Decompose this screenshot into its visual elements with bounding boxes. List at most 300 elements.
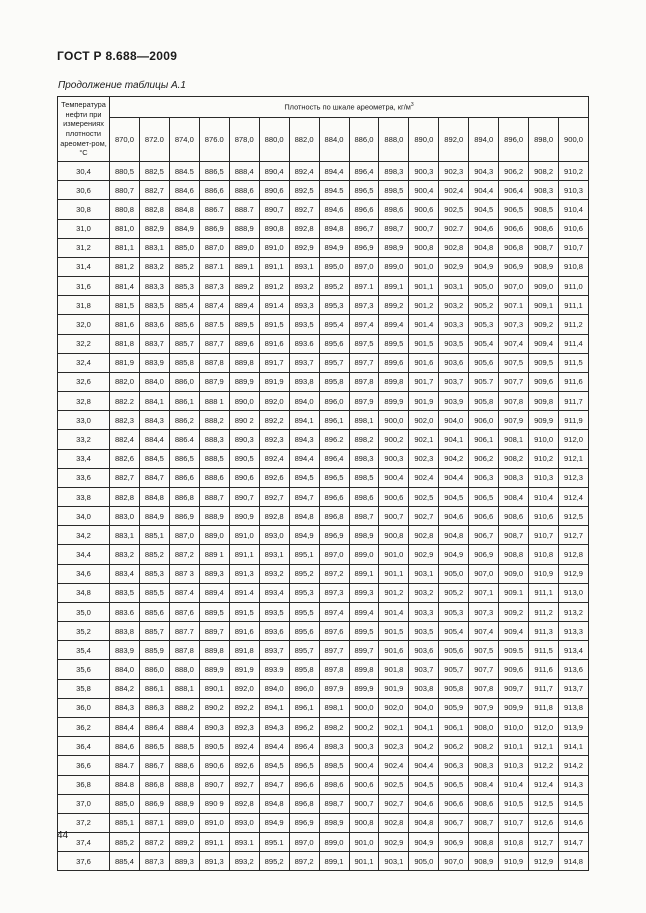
density-cell: 892,5: [289, 181, 319, 200]
density-cell: 912,9: [559, 564, 589, 583]
density-cell: 885,9: [139, 641, 169, 660]
density-cell: 891,9: [229, 660, 259, 679]
density-cell: 902,0: [409, 411, 439, 430]
density-cell: 885,7: [169, 334, 199, 353]
density-column-header: 872.0: [139, 118, 169, 162]
density-cell: 887.1: [199, 257, 229, 276]
density-cell: 899,9: [349, 679, 379, 698]
density-cell: 898,9: [379, 238, 409, 257]
density-cell: 914,7: [559, 833, 589, 852]
density-cell: 910,7: [499, 813, 529, 832]
density-cell: 884,0: [110, 660, 140, 679]
density-cell: 898,5: [319, 756, 349, 775]
density-cell: 897,0: [349, 257, 379, 276]
density-cell: 886,0: [169, 372, 199, 391]
density-cell: 883,5: [110, 583, 140, 602]
density-cell: 890,7: [259, 200, 289, 219]
density-cell: 894,3: [259, 717, 289, 736]
density-cell: 889,5: [199, 602, 229, 621]
density-cell: 902,4: [409, 468, 439, 487]
density-cell: 910,9: [529, 564, 559, 583]
density-cell: 903,7: [409, 660, 439, 679]
temperature-cell: 31,8: [58, 296, 110, 315]
density-cell: 888,4: [229, 162, 259, 181]
table-row: [58, 775, 589, 794]
density-column-header: 880,0: [259, 118, 289, 162]
density-cell: 888,0: [169, 660, 199, 679]
density-cell: 897,0: [319, 545, 349, 564]
density-cell: 909,4: [499, 622, 529, 641]
density-cell: 900,6: [409, 200, 439, 219]
density-cell: 886.4: [169, 430, 199, 449]
density-cell: 896,1: [319, 411, 349, 430]
density-cell: 892,6: [259, 468, 289, 487]
density-cell: 900,6: [349, 775, 379, 794]
density-cell: 909,6: [529, 372, 559, 391]
density-cell: 908,6: [499, 507, 529, 526]
density-column-header: 890,0: [409, 118, 439, 162]
density-column-header: 874,0: [169, 118, 199, 162]
density-cell: 901,5: [379, 622, 409, 641]
density-cell: 908,2: [499, 449, 529, 468]
density-cell: 895,3: [289, 583, 319, 602]
density-cell: 887.4: [169, 583, 199, 602]
density-cell: 891,1: [199, 833, 229, 852]
temperature-cell: 33,6: [58, 468, 110, 487]
density-cell: 911,6: [529, 660, 559, 679]
density-cell: 894,1: [289, 411, 319, 430]
density-cell: 909,6: [499, 660, 529, 679]
density-cell: 893,2: [259, 564, 289, 583]
density-cell: 902.7: [439, 219, 469, 238]
density-cell: 893.1: [229, 833, 259, 852]
density-cell: 886,2: [169, 411, 199, 430]
density-cell: 908,6: [469, 794, 499, 813]
density-cell: 896,4: [349, 162, 379, 181]
density-cell: 909,2: [529, 315, 559, 334]
table-row: [58, 564, 589, 583]
density-cell: 908,4: [469, 775, 499, 794]
density-cell: 887 3: [169, 564, 199, 583]
density-cell: 887,7: [199, 334, 229, 353]
density-cell: 912,0: [559, 430, 589, 449]
density-cell: 889,3: [169, 852, 199, 871]
density-cell: 903,3: [409, 602, 439, 621]
density-cell: 891.4: [259, 296, 289, 315]
density-cell: 897,9: [349, 392, 379, 411]
density-cell: 907,0: [469, 564, 499, 583]
temperature-cell: 33,8: [58, 487, 110, 506]
density-cell: 884.7: [110, 756, 140, 775]
density-cell: 897,3: [319, 583, 349, 602]
density-cell: 903,3: [439, 315, 469, 334]
density-cell: 910,4: [559, 200, 589, 219]
density-cell: 899,0: [379, 257, 409, 276]
density-cell: 902,3: [379, 737, 409, 756]
density-cell: 911,5: [559, 353, 589, 372]
density-cell: 900,3: [379, 449, 409, 468]
density-cell: 901,6: [409, 353, 439, 372]
temperature-cell: 33,2: [58, 430, 110, 449]
density-cell: 889,7: [199, 622, 229, 641]
density-cell: 906,3: [439, 756, 469, 775]
density-cell: 887,6: [169, 602, 199, 621]
density-column-header: 894,0: [469, 118, 499, 162]
density-cell: 908,8: [469, 833, 499, 852]
table-row: [58, 181, 589, 200]
density-cell: 913,0: [559, 583, 589, 602]
temperature-cell: 32,2: [58, 334, 110, 353]
density-cell: 894,9: [259, 813, 289, 832]
density-cell: 881,2: [110, 257, 140, 276]
table-row: [58, 717, 589, 736]
density-cell: 906,7: [439, 813, 469, 832]
temperature-cell: 35,2: [58, 622, 110, 641]
density-cell: 893,4: [259, 583, 289, 602]
density-cell: 899,8: [349, 660, 379, 679]
density-cell: 896,6: [319, 487, 349, 506]
density-cell: 895,8: [319, 372, 349, 391]
density-cell: 902,7: [409, 507, 439, 526]
temperature-cell: 31,0: [58, 219, 110, 238]
density-cell: 882,6: [110, 449, 140, 468]
density-cell: 896,0: [289, 679, 319, 698]
density-cell: 885,3: [139, 564, 169, 583]
density-cell: 893,5: [289, 315, 319, 334]
density-table: [57, 96, 589, 871]
density-cell: 906,9: [439, 833, 469, 852]
density-cell: 889,4: [199, 583, 229, 602]
temperature-cell: 36,6: [58, 756, 110, 775]
density-column-header: 878,0: [229, 118, 259, 162]
density-cell: 901,8: [379, 660, 409, 679]
density-cell: 902,9: [379, 833, 409, 852]
density-cell: 910,7: [529, 526, 559, 545]
density-cell: 910,8: [529, 545, 559, 564]
density-cell: 890,3: [229, 430, 259, 449]
density-cell: 904,5: [439, 487, 469, 506]
density-cell: 898,1: [349, 411, 379, 430]
density-cell: 893,2: [229, 852, 259, 871]
density-cell: 904,1: [409, 717, 439, 736]
density-cell: 900,7: [349, 794, 379, 813]
density-cell: 893,2: [289, 277, 319, 296]
density-cell: 894,3: [289, 430, 319, 449]
density-cell: 886,5: [139, 737, 169, 756]
temperature-cell: 34,4: [58, 545, 110, 564]
density-cell: 907,7: [469, 660, 499, 679]
density-cell: 913,3: [559, 622, 589, 641]
density-cell: 892,4: [229, 737, 259, 756]
density-cell: 889,4: [229, 296, 259, 315]
density-cell: 895,2: [259, 852, 289, 871]
density-column-header: 892,0: [439, 118, 469, 162]
density-column-header: 876.0: [199, 118, 229, 162]
density-cell: 885,2: [169, 257, 199, 276]
density-cell: 888,1: [169, 679, 199, 698]
density-cell: 888,9: [229, 219, 259, 238]
density-cell: 896,9: [289, 813, 319, 832]
density-cell: 892,3: [259, 430, 289, 449]
table-row: [58, 162, 589, 181]
density-cell: 901,9: [409, 392, 439, 411]
density-cell: 898,3: [379, 162, 409, 181]
density-cell: 891,1: [229, 545, 259, 564]
density-cell: 893.6: [289, 334, 319, 353]
density-cell: 903,5: [409, 622, 439, 641]
density-cell: 896,4: [319, 449, 349, 468]
density-cell: 884,6: [169, 181, 199, 200]
density-cell: 890,6: [259, 181, 289, 200]
density-cell: 900,4: [349, 756, 379, 775]
density-cell: 896,5: [349, 181, 379, 200]
density-cell: 908,7: [469, 813, 499, 832]
density-cell: 884,6: [110, 737, 140, 756]
density-cell: 891,9: [259, 372, 289, 391]
density-cell: 907,4: [469, 622, 499, 641]
density-cell: 907,3: [499, 315, 529, 334]
density-cell: 899,3: [349, 583, 379, 602]
density-cell: 894,4: [259, 737, 289, 756]
density-cell: 891,3: [199, 852, 229, 871]
density-cell: 905,8: [469, 392, 499, 411]
density-cell: 907,9: [469, 698, 499, 717]
temperature-cell: 35,6: [58, 660, 110, 679]
density-cell: 896,1: [289, 698, 319, 717]
density-cell: 912,0: [529, 717, 559, 736]
table-row: [58, 296, 589, 315]
density-cell: 909,0: [529, 277, 559, 296]
density-cell: 881,1: [110, 238, 140, 257]
density-cell: 902,4: [439, 181, 469, 200]
density-cell: 889,5: [229, 315, 259, 334]
density-cell: 890 9: [199, 794, 229, 813]
temperature-cell: 36,0: [58, 698, 110, 717]
table-row: [58, 353, 589, 372]
density-cell: 904,9: [409, 833, 439, 852]
density-cell: 894,4: [319, 162, 349, 181]
density-cell: 883,7: [139, 334, 169, 353]
density-cell: 887,9: [199, 372, 229, 391]
density-cell: 894,8: [259, 794, 289, 813]
density-cell: 884,9: [169, 219, 199, 238]
density-cell: 905,0: [409, 852, 439, 871]
density-cell: 906,1: [439, 717, 469, 736]
table-row: [58, 679, 589, 698]
density-cell: 896,7: [349, 219, 379, 238]
density-cell: 899,2: [379, 296, 409, 315]
density-cell: 890,6: [229, 468, 259, 487]
density-cell: 912,5: [559, 507, 589, 526]
density-cell: 904,0: [439, 411, 469, 430]
table-row: [58, 852, 589, 871]
density-cell: 888.7: [229, 200, 259, 219]
density-cell: 900,3: [409, 162, 439, 181]
density-cell: 910,8: [499, 833, 529, 852]
density-cell: 881,6: [110, 315, 140, 334]
density-cell: 892,0: [259, 392, 289, 411]
density-cell: 909,8: [529, 392, 559, 411]
table-row: [58, 526, 589, 545]
density-cell: 897,7: [349, 353, 379, 372]
density-cell: 886,1: [139, 679, 169, 698]
density-cell: 905,2: [469, 296, 499, 315]
density-cell: 893,7: [259, 641, 289, 660]
density-cell: 905,7: [439, 660, 469, 679]
density-cell: 900,0: [349, 698, 379, 717]
density-cell: 897,3: [349, 296, 379, 315]
density-cell: 886,9: [139, 794, 169, 813]
density-cell: 894,5: [289, 468, 319, 487]
density-cell: 895,3: [319, 296, 349, 315]
density-cell: 902,5: [409, 487, 439, 506]
density-cell: 889,2: [169, 833, 199, 852]
density-cell: 911,9: [559, 411, 589, 430]
density-cell: 904,5: [409, 775, 439, 794]
density-cell: 912,5: [529, 794, 559, 813]
table-row: [58, 392, 589, 411]
density-cell: 905,9: [439, 698, 469, 717]
density-cell: 885,0: [169, 238, 199, 257]
density-column-headers: [58, 118, 589, 162]
density-cell: 881,9: [110, 353, 140, 372]
density-cell: 900,8: [379, 526, 409, 545]
density-cell: 908,6: [529, 219, 559, 238]
density-cell: 905,4: [439, 622, 469, 641]
density-cell: 889,8: [199, 641, 229, 660]
density-cell: 887,8: [199, 353, 229, 372]
density-cell: 897,8: [349, 372, 379, 391]
temperature-cell: 34,2: [58, 526, 110, 545]
temperature-cell: 32,4: [58, 353, 110, 372]
density-cell: 881,8: [110, 334, 140, 353]
density-cell: 886,4: [139, 717, 169, 736]
density-cell: 891,8: [229, 641, 259, 660]
document-header: ГОСТ Р 8.688—2009: [57, 49, 178, 63]
density-cell: 887.5: [199, 315, 229, 334]
density-cell: 911,5: [529, 641, 559, 660]
temperature-cell: 32,6: [58, 372, 110, 391]
density-cell: 908,1: [499, 430, 529, 449]
density-cell: 886,3: [139, 698, 169, 717]
density-cell: 906,2: [499, 162, 529, 181]
density-cell: 910,1: [499, 737, 529, 756]
density-cell: 893,0: [259, 526, 289, 545]
density-cell: 890,1: [199, 679, 229, 698]
density-cell: 904,4: [409, 756, 439, 775]
density-cell: 912,1: [559, 449, 589, 468]
density-cell: 904,4: [439, 468, 469, 487]
density-cell: 904,4: [469, 181, 499, 200]
density-cell: 905,0: [439, 564, 469, 583]
density-cell: 885,0: [110, 794, 140, 813]
density-cell: 901,5: [409, 334, 439, 353]
density-cell: 904,6: [469, 219, 499, 238]
table-caption: Продолжение таблицы А.1: [58, 80, 186, 91]
density-cell: 896,0: [319, 392, 349, 411]
density-cell: 910,4: [529, 487, 559, 506]
temperature-column-header: Температура нефти при измерениях плотности ареомет-ром, °С: [58, 97, 110, 162]
density-cell: 887,2: [169, 545, 199, 564]
density-cell: 906,6: [439, 794, 469, 813]
density-cell: 890,7: [199, 775, 229, 794]
density-cell: 888,9: [169, 794, 199, 813]
density-cell: 898,9: [349, 526, 379, 545]
density-cell: 893,7: [289, 353, 319, 372]
density-cell: 885,2: [139, 545, 169, 564]
temperature-cell: 30,4: [58, 162, 110, 181]
density-cell: 894,9: [319, 238, 349, 257]
density-cell: 882,3: [110, 411, 140, 430]
density-column-header: 900,0: [559, 118, 589, 162]
density-cell: 906,8: [499, 238, 529, 257]
density-cell: 905,2: [439, 583, 469, 602]
density-cell: 884,4: [110, 717, 140, 736]
table-row: [58, 583, 589, 602]
density-cell: 886.7: [199, 200, 229, 219]
density-cell: 896,8: [289, 794, 319, 813]
density-cell: 891,5: [259, 315, 289, 334]
density-cell: 900,4: [409, 181, 439, 200]
table-row: [58, 449, 589, 468]
density-cell: 908,5: [529, 200, 559, 219]
table-row: [58, 430, 589, 449]
density-cell: 912,3: [559, 468, 589, 487]
density-cell: 895,4: [319, 315, 349, 334]
density-cell: 906,2: [469, 449, 499, 468]
density-cell: 890,9: [229, 507, 259, 526]
table-row: [58, 756, 589, 775]
density-cell: 894,8: [289, 507, 319, 526]
density-cell: 910,9: [499, 852, 529, 871]
density-cell: 884,1: [139, 392, 169, 411]
density-cell: 883.6: [110, 602, 140, 621]
density-cell: 910,2: [559, 162, 589, 181]
density-cell: 886,9: [169, 507, 199, 526]
density-cell: 886,8: [169, 487, 199, 506]
table-row: [58, 813, 589, 832]
density-cell: 892,4: [289, 162, 319, 181]
density-cell: 913,2: [559, 602, 589, 621]
density-cell: 913,7: [559, 679, 589, 698]
density-cell: 892,2: [259, 411, 289, 430]
density-cell: 906,0: [469, 411, 499, 430]
temperature-cell: 37,6: [58, 852, 110, 871]
density-cell: 897,7: [319, 641, 349, 660]
density-cell: 904,8: [409, 813, 439, 832]
density-cell: 896,6: [349, 200, 379, 219]
density-cell: 901,2: [379, 583, 409, 602]
density-cell: 901,4: [379, 602, 409, 621]
density-cell: 882,8: [110, 487, 140, 506]
density-cell: 909,9: [529, 411, 559, 430]
density-cell: 891.4: [229, 583, 259, 602]
density-cell: 906,1: [469, 430, 499, 449]
density-cell: 889,3: [199, 564, 229, 583]
density-cell: 891,2: [259, 277, 289, 296]
density-cell: 899,1: [379, 277, 409, 296]
density-cell: 902,8: [439, 238, 469, 257]
density-cell: 904,3: [469, 162, 499, 181]
density-cell: 908,7: [529, 238, 559, 257]
density-cell: 902,5: [439, 200, 469, 219]
density-cell: 886,9: [199, 219, 229, 238]
density-cell: 883,2: [110, 545, 140, 564]
density-cell: 911,1: [559, 296, 589, 315]
density-cell: 899,0: [349, 545, 379, 564]
density-cell: 889,1: [229, 257, 259, 276]
density-cell: 880,7: [110, 181, 140, 200]
